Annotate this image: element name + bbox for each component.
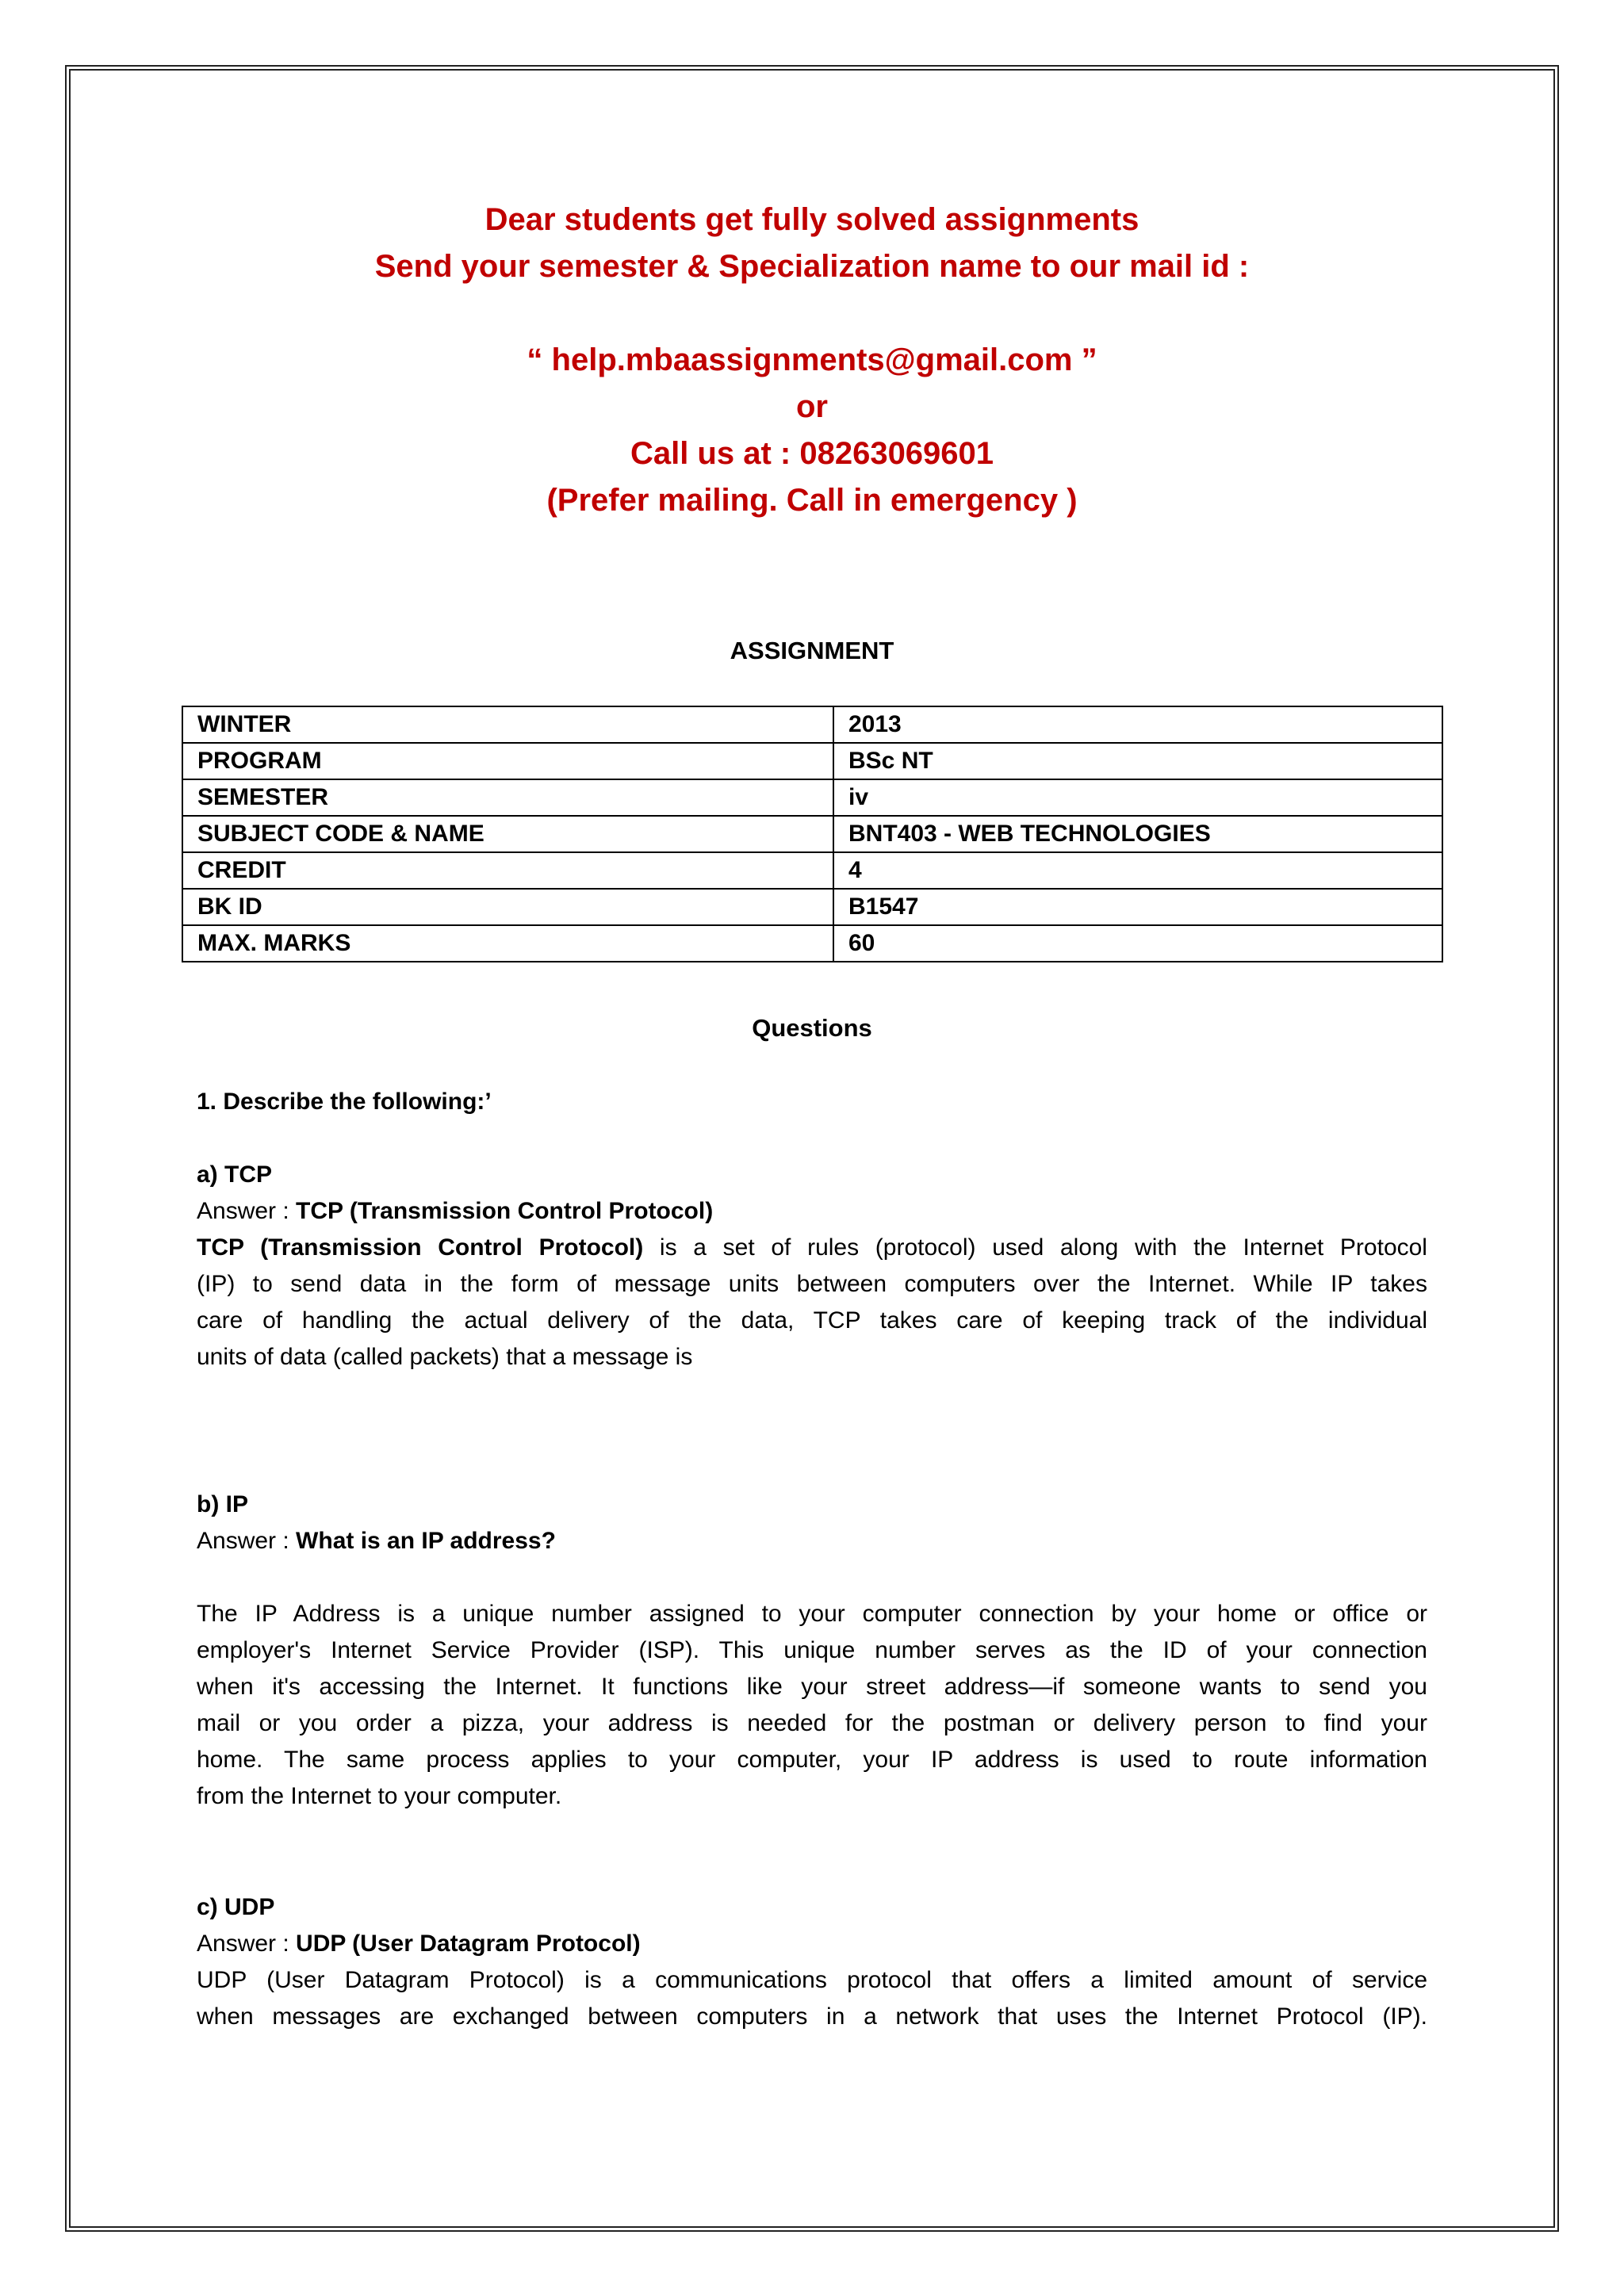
table-row xyxy=(182,925,1442,962)
promo-phone: Call us at : 08263069601 xyxy=(630,436,994,471)
table-row xyxy=(182,706,1442,743)
part-c-body-line-1: UDP (User Datagram Protocol) is a communications protocol that offers a limited amount of service xyxy=(197,1967,1427,1993)
table-key: SUBJECT CODE & NAME xyxy=(182,816,833,852)
table-value: iv xyxy=(833,779,1442,816)
answer-prefix: Answer : xyxy=(197,1198,297,1224)
answer-prefix: Answer : xyxy=(197,1931,297,1957)
part-a-body-line-2: (IP) to send data in the form of message units between computers over the Internet. While IP takes xyxy=(197,1271,1427,1297)
part-b-body-line-3: when it's accessing the Internet. It functions like your street address—if someone wants to send you xyxy=(197,1674,1427,1700)
questions-title: Questions xyxy=(752,1014,872,1042)
table-key: CREDIT xyxy=(182,852,833,889)
part-a-body-line-1 xyxy=(197,1230,1427,1266)
part-b-body-line-4: mail or you order a pizza, your address is needed for the postman or delivery person to find your xyxy=(197,1710,1427,1736)
part-b-answer-line xyxy=(197,1523,1427,1559)
table-value: BSc NT xyxy=(833,743,1442,779)
question-1: 1. Describe the following:’ xyxy=(197,1089,492,1115)
assignment-title: ASSIGNMENT xyxy=(730,637,894,664)
part-b-body-line-2: employer's Internet Service Provider (ISP). This unique number serves as the ID of your connection xyxy=(197,1637,1427,1663)
table-key: WINTER xyxy=(182,706,833,743)
table-value: BNT403 - WEB TECHNOLOGIES xyxy=(833,816,1442,852)
table-value: B1547 xyxy=(833,889,1442,925)
promo-note: (Prefer mailing. Call in emergency ) xyxy=(546,483,1078,518)
table-key: BK ID xyxy=(182,889,833,925)
table-value: 2013 xyxy=(833,706,1442,743)
part-c-answer-line xyxy=(197,1926,1427,1962)
answer-title: UDP (User Datagram Protocol) xyxy=(296,1931,641,1957)
table-key: PROGRAM xyxy=(182,743,833,779)
part-b-body-line-5: home. The same process applies to your computer, your IP address is used to route information xyxy=(197,1747,1427,1773)
promo-email: “ help.mbaassignments@gmail.com ” xyxy=(527,342,1097,377)
table-key: SEMESTER xyxy=(182,779,833,816)
table-row xyxy=(182,852,1442,889)
table-key: MAX. MARKS xyxy=(182,925,833,962)
part-a-body-line-4: units of data (called packets) that a message is xyxy=(197,1344,693,1370)
part-b-heading: b) IP xyxy=(197,1491,248,1517)
answer-title: What is an IP address? xyxy=(296,1528,556,1554)
table-row xyxy=(182,816,1442,852)
part-b-body-line-1: The IP Address is a unique number assigned to your computer connection by your home or office or xyxy=(197,1601,1427,1627)
table-row xyxy=(182,779,1442,816)
promo-line-1: Dear students get fully solved assignments xyxy=(485,202,1139,237)
table-row xyxy=(182,889,1442,925)
promo-line-2: Send your semester & Specialization name to our mail id : xyxy=(374,249,1250,284)
part-c-heading: c) UDP xyxy=(197,1894,275,1920)
table-value: 4 xyxy=(833,852,1442,889)
part-a-answer-line xyxy=(197,1193,1427,1230)
part-c-body-line-2: when messages are exchanged between computers in a network that uses the Internet Protocol (IP). xyxy=(197,2003,1427,2030)
table-row xyxy=(182,743,1442,779)
table-value: 60 xyxy=(833,925,1442,962)
part-b-body-line-6: from the Internet to your computer. xyxy=(197,1783,562,1809)
answer-prefix: Answer : xyxy=(197,1528,297,1554)
part-a-heading: a) TCP xyxy=(197,1161,273,1188)
assignment-info-table xyxy=(182,706,1443,962)
answer-title: TCP (Transmission Control Protocol) xyxy=(296,1198,714,1224)
body-lead-bold: TCP (Transmission Control Protocol) xyxy=(197,1234,644,1261)
body-text: is a set of rules (protocol) used along with the Internet Protocol xyxy=(643,1234,1427,1261)
part-a-body-line-3: care of handling the actual delivery of the data, TCP takes care of keeping track of the individual xyxy=(197,1307,1427,1334)
promo-or: or xyxy=(796,389,828,424)
